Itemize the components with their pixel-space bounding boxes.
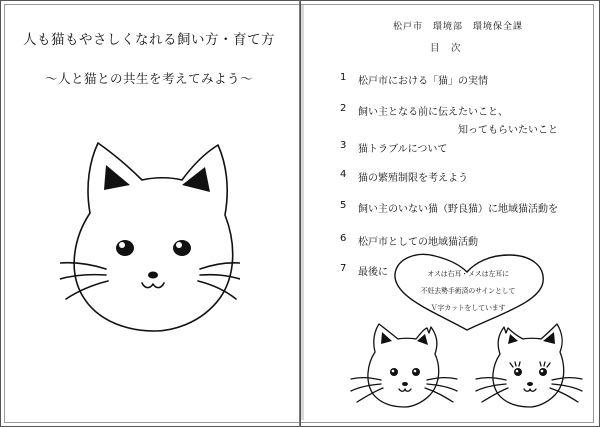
toc-text: 猫トラブルについて [358, 144, 448, 155]
toc-text: 知ってもらいたいこと [458, 125, 558, 136]
toc-number: 2 [340, 103, 347, 114]
department-label: 松戸市 環境部 環境保全課 [393, 22, 524, 32]
toc-text: 飼い主のいない猫（野良猫）に地域猫活動を [358, 204, 558, 215]
pamphlet-title: 人も猫もやさしくなれる飼い方・育て方 [23, 32, 275, 48]
heart-note-line: Ｖ字カットをしています [430, 304, 506, 312]
toc-text: 松戸市としての地域猫活動 [358, 237, 478, 248]
toc-heading: 目 次 [430, 43, 462, 54]
pamphlet-subtitle: ～人と猫との共生を考えてみよう～ [44, 71, 253, 86]
toc-item-continued [458, 121, 558, 136]
male-cat-icon [345, 322, 465, 412]
toc-number: 4 [340, 169, 347, 180]
fold-shadow [301, 5, 304, 420]
toc-text: 松戸市における「猫」の実情 [358, 76, 488, 87]
female-cat-icon [470, 322, 590, 412]
toc-number: 5 [340, 200, 347, 211]
toc-text: 最後に [358, 267, 388, 278]
toc-number: 1 [340, 72, 347, 83]
cat-face-icon [60, 135, 240, 345]
toc-number: 3 [340, 140, 347, 151]
toc-text: 飼い主となる前に伝えたいこと、 [358, 107, 508, 118]
heart-note-line: オスは右耳・メスは左耳に [427, 270, 509, 278]
toc-number: 6 [340, 233, 347, 244]
toc-number: 7 [340, 263, 347, 274]
toc-text: 猫の繁殖制限を考えよう [358, 173, 468, 184]
heart-note-line: 不妊去勢手術済のサインとして [420, 287, 516, 295]
